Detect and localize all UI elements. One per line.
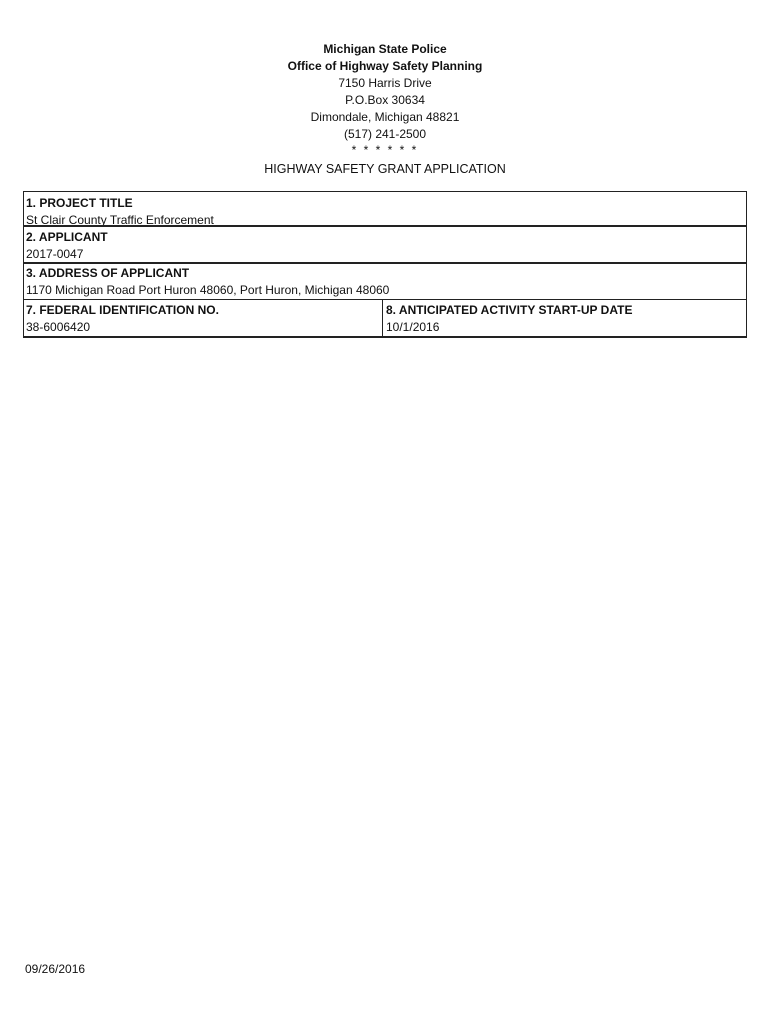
start-date-value: 10/1/2016: [386, 320, 440, 334]
applicant-value: 2017-0047: [26, 247, 84, 261]
federal-id-label: 7. FEDERAL IDENTIFICATION NO.: [26, 303, 219, 317]
start-date-label: 8. ANTICIPATED ACTIVITY START-UP DATE: [386, 303, 633, 317]
office-name: Office of Highway Safety Planning: [287, 59, 483, 73]
po-box: P.O.Box 30634: [345, 93, 425, 107]
document-header: [0, 41, 770, 178]
document-title: HIGHWAY SAFETY GRANT APPLICATION: [264, 162, 506, 176]
separator-stars: * * * * * *: [351, 143, 419, 157]
column-divider: [382, 300, 383, 336]
id-date-row: [24, 300, 746, 336]
agency-name: Michigan State Police: [323, 42, 447, 56]
applicant-label: 2. APPLICANT: [26, 230, 108, 244]
project-title-value: St Clair County Traffic Enforcement: [26, 213, 214, 227]
footer-date: 09/26/2016: [25, 962, 86, 976]
project-title-row: [24, 192, 746, 226]
city-state-zip: Dimondale, Michigan 48821: [310, 110, 460, 124]
applicant-row: [24, 227, 746, 263]
address-label: 3. ADDRESS OF APPLICANT: [26, 266, 190, 280]
phone-number: (517) 241-2500: [343, 127, 427, 141]
address-value: 1170 Michigan Road Port Huron 48060, Port Huron, Michigan 48060: [26, 283, 390, 297]
federal-id-value: 38-6006420: [26, 320, 91, 334]
street-address: 7150 Harris Drive: [338, 76, 432, 90]
project-title-label: 1. PROJECT TITLE: [26, 196, 133, 210]
address-row: [24, 264, 746, 300]
application-form: [23, 191, 747, 338]
